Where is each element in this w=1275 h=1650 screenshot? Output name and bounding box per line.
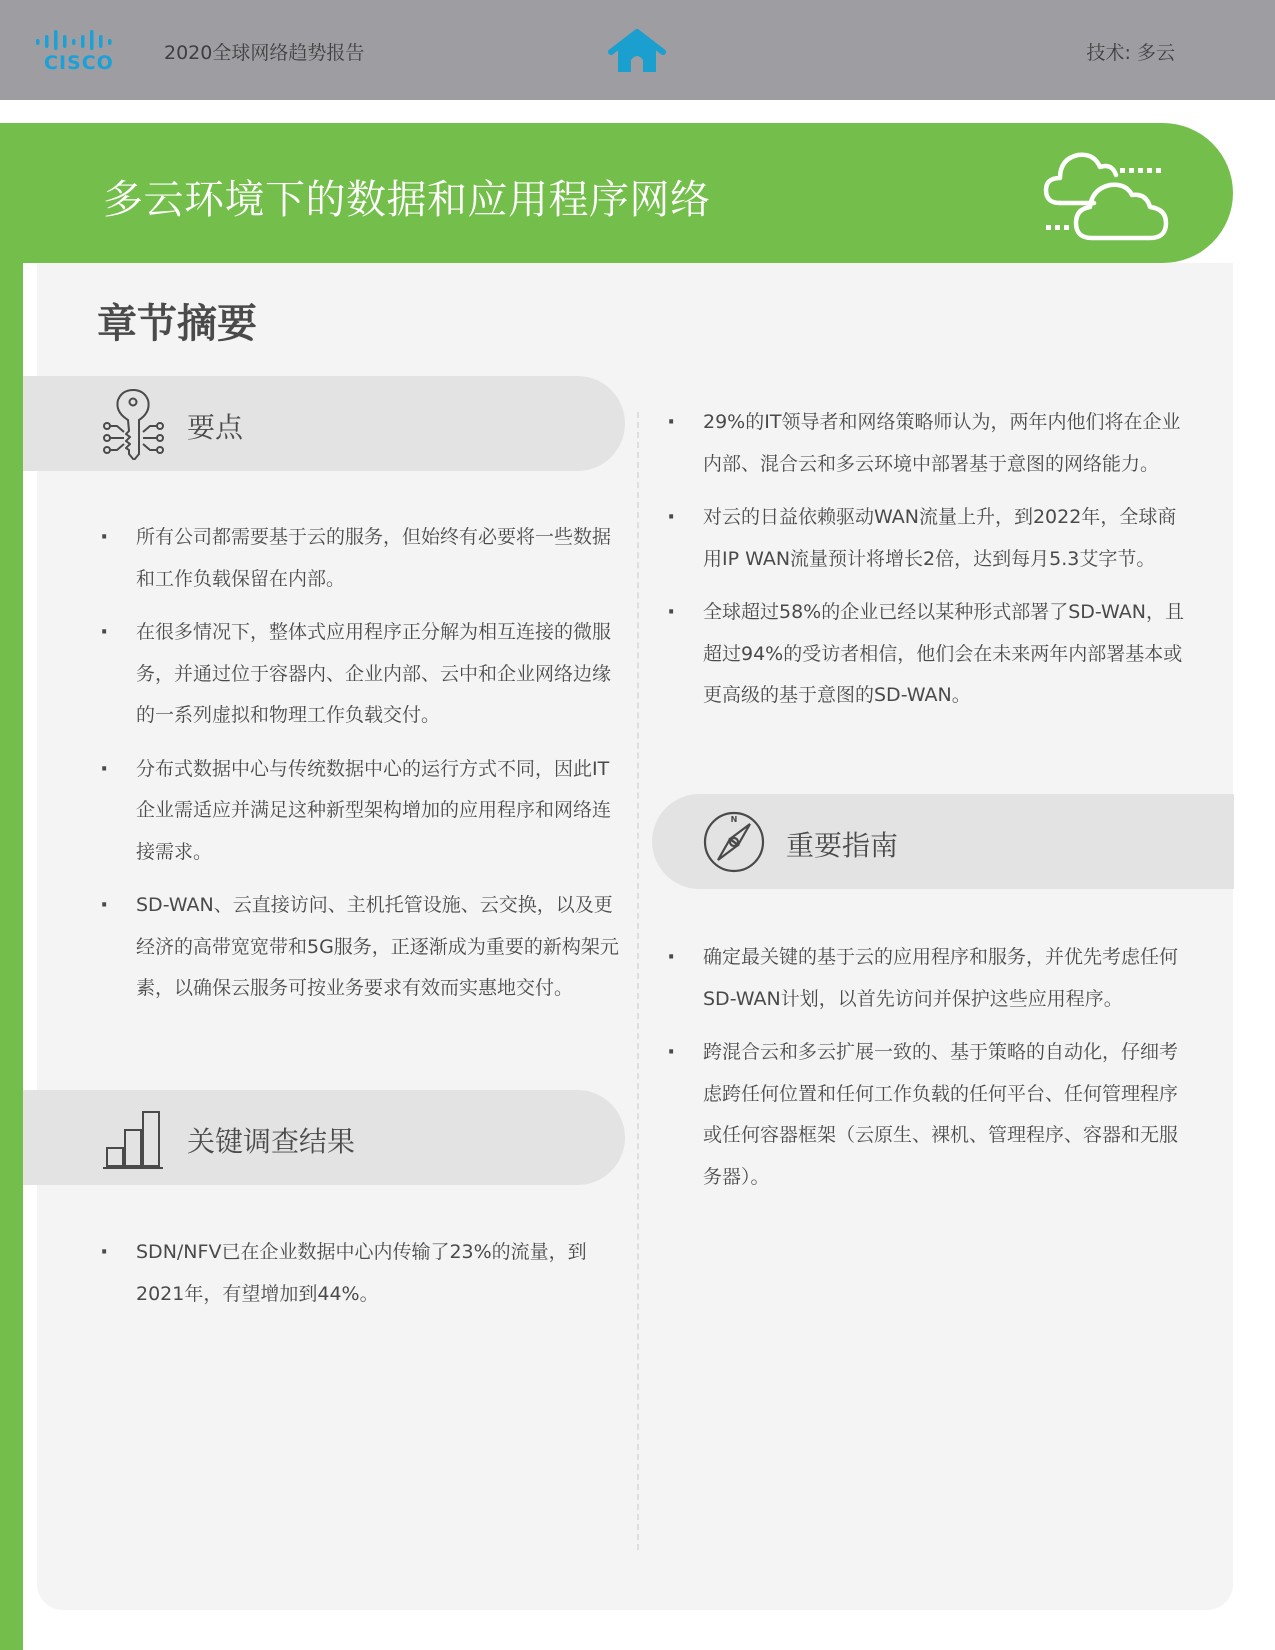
cisco-wordmark: CISCO — [44, 52, 114, 74]
finding-item: · 全球超过58%的企业已经以某种形式部署了SD-WAN，且超过94%的受访者相信，他们会在未来两年内部署基本或更高级的基于意图的SD-WAN。 — [667, 592, 1187, 717]
home-icon[interactable] — [607, 28, 667, 74]
key-point-item: · 在很多情况下，整体式应用程序正分解为相互连接的微服务，并通过位于容器内、企业内部、云中和企业网络边缘的一系列虚拟和物理工作负载交付。 — [100, 612, 620, 737]
section-title: 章节摘要 — [97, 301, 257, 347]
key-point-item: · 分布式数据中心与传统数据中心的运行方式不同，因此IT企业需适应并满足这种新型架构增加的应用程序和网络连接需求。 — [100, 749, 620, 874]
bar-chart-icon — [103, 1102, 173, 1174]
guidance-heading — [652, 794, 1234, 889]
cloud-icon — [1040, 141, 1180, 245]
guidance-item: · 确定最关键的基于云的应用程序和服务，并优先考虑任何SD-WAN计划，以首先访问并保护这些应用程序。 — [667, 937, 1187, 1020]
finding-item: · 29%的IT领导者和网络策略师认为，两年内他们将在企业内部、混合云和多云环境中部署基于意图的网络能力。 — [667, 402, 1187, 485]
key-findings-heading — [23, 1090, 625, 1185]
chapter-banner — [0, 123, 1233, 263]
white-gutter — [23, 263, 37, 1650]
key-points-heading — [23, 376, 625, 471]
key-point-item: · 所有公司都需要基于云的服务，但始终有必要将一些数据和工作负载保留在内部。 — [100, 517, 620, 600]
green-side-stripe — [0, 123, 23, 1650]
cisco-bars-icon — [36, 30, 118, 50]
key-points-label: 要点 — [187, 411, 244, 444]
top-header-bar — [0, 0, 1275, 100]
chapter-title: 多云环境下的数据和应用程序网络 — [103, 177, 711, 223]
svg-text:N: N — [730, 815, 738, 824]
tech-category-label: 技术: 多云 — [1086, 42, 1175, 64]
compass-icon — [702, 808, 766, 874]
guidance-list — [667, 937, 1187, 1210]
guidance-label: 重要指南 — [786, 829, 899, 862]
key-circuit-icon — [99, 388, 169, 460]
key-findings-list-right — [667, 402, 1187, 729]
cisco-logo[interactable] — [36, 30, 118, 74]
column-divider — [637, 412, 639, 1550]
key-point-item: · SD-WAN、云直接访问、主机托管设施、云交换，以及更经济的高带宽宽带和5G服务，正逐渐成为重要的新构架元素，以确保云服务可按业务要求有效而实惠地交付。 — [100, 885, 620, 1010]
key-findings-label: 关键调查结果 — [187, 1125, 356, 1158]
guidance-item: · 跨混合云和多云扩展一致的、基于策略的自动化，仔细考虑跨任何位置和任何工作负载的任何平台、任何管理程序或任何容器框架（云原生、裸机、管理程序、容器和无服务器）。 — [667, 1032, 1187, 1198]
report-title: 2020全球网络趋势报告 — [164, 42, 365, 64]
finding-item: · SDN/NFV已在企业数据中心内传输了23%的流量，到2021年，有望增加到44%。 — [100, 1232, 620, 1315]
finding-item: · 对云的日益依赖驱动WAN流量上升，到2022年，全球商用IP WAN流量预计将增长2倍，达到每月5.3艾字节。 — [667, 497, 1187, 580]
key-findings-list-left — [100, 1232, 620, 1327]
key-points-list — [100, 517, 620, 1022]
